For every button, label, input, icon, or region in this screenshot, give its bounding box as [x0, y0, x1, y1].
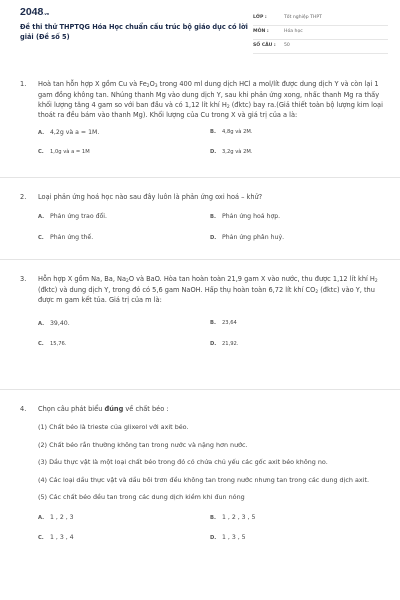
- logo-suffix: .vn: [43, 11, 50, 16]
- option-d[interactable]: D. Phản ứng phân huỷ.: [210, 233, 285, 241]
- statement-1: (1) Chất béo là trieste của glixerol với axit béo.: [38, 422, 189, 431]
- statement-4: (4) Các loại dầu thực vật và dầu bôi trơn đều không tan trong nước nhưng tan trong các dung dịch axit.: [38, 475, 369, 484]
- question-text: Loại phản ứng hoá học nào sau đây luôn là phản ứng oxi hoá – khử?: [38, 193, 263, 201]
- option-b[interactable]: B. 23,64: [210, 320, 237, 327]
- logo-text: 2048: [20, 6, 44, 18]
- meta-class-value: Tốt nghiệp THPT: [284, 15, 322, 21]
- question-number: 3.: [20, 275, 27, 283]
- option-c[interactable]: C. 1,0g và a = 1M: [38, 148, 90, 155]
- question-text: Hoà tan hỗn hợp X gồm Cu và $Fe_2O_3$ trong 400 ml dung dịch HCl a mol/lít được dung dịch Y và còn lại 1 gam đồng không tan. Nhúng thanh Mg vào dung dịch Y, sau khi phản ứng xong, nhấc thanh Mg ra thấy khối lượng tăng 4 gam so với ban đầu và có 1,12 lít khí $H_2$ (đktc) bay ra.(Giả thiết toàn bộ lượng kim loại thoát ra đều bám vào thanh Mg). Khối lượng của Cu trong X và giá trị của a là:: [38, 80, 383, 120]
- meta-class-label: LỚP :: [253, 15, 267, 21]
- question-text: Chọn câu phát biểu đúng về chất béo :: [38, 405, 169, 413]
- option-d[interactable]: D. 3,2g và 2M.: [210, 148, 253, 155]
- option-d[interactable]: D. 21,92.: [210, 341, 239, 348]
- options: [38, 129, 386, 157]
- option-d[interactable]: D. 1 , 3 , 5: [210, 533, 246, 541]
- exam-meta: [253, 12, 388, 54]
- question-number: 1.: [20, 80, 27, 88]
- question-number: 2.: [20, 193, 27, 201]
- page-header: [0, 0, 400, 54]
- options: [38, 320, 386, 349]
- option-c[interactable]: C. Phản ứng thế.: [38, 233, 94, 241]
- option-b[interactable]: B. Phản ứng hoá hợp.: [210, 212, 281, 220]
- statement-3: (3) Dầu thực vật là một loại chất béo trong đó có chứa chủ yếu các gốc axit béo không no.: [38, 458, 328, 467]
- meta-count-label: SỐ CÂU :: [253, 43, 276, 49]
- question-4: [0, 390, 400, 600]
- option-c[interactable]: C. 15,76.: [38, 341, 67, 348]
- exam-title: Đề thi thử THPTQG Hóa Học chuẩn cấu trúc bộ giáo dục có lời giải (Đề số 5): [20, 23, 248, 42]
- question-1: [0, 54, 400, 178]
- option-c[interactable]: C. 1 , 3 , 4: [38, 533, 74, 541]
- meta-class-row: [253, 12, 388, 26]
- option-a[interactable]: A. 4,2g và a = 1M.: [38, 129, 100, 136]
- meta-subject-value: Hóa học: [284, 29, 303, 35]
- meta-count-row: [253, 40, 388, 54]
- question-2: [0, 178, 400, 260]
- options: [38, 213, 386, 243]
- meta-subject-row: [253, 26, 388, 40]
- options: [38, 514, 386, 543]
- question-3: [0, 260, 400, 390]
- statement-5: (5) Các chất béo đều tan trong các dung dịch kiềm khi đun nóng: [38, 493, 245, 502]
- meta-subject-label: MÔN :: [253, 29, 269, 35]
- option-b[interactable]: B. 4,8g và 2M.: [210, 129, 253, 135]
- statement-2: (2) Chất béo rắn thường không tan trong nước và nặng hơn nước.: [38, 440, 248, 449]
- option-b[interactable]: B. 1 , 2 , 3 , 5: [210, 513, 256, 521]
- question-text: Hỗn hợp X gồm Na, Ba, $Na_2O$ và BaO. Hòa tan hoàn toàn 21,9 gam X vào nước, thu được 1,12 lít khí $H_2$ (đktc) và dung dịch Y, trong đó có 5,6 gam NaOH. Hấp thụ hoàn toàn 6,72 lít khí $CO_2$ (đktc) vào Y, thu được m gam kết tủa. Giá trị của m là:: [38, 275, 378, 305]
- option-a[interactable]: A. 1 , 2 , 3: [38, 513, 74, 521]
- option-a[interactable]: A. 39,40.: [38, 320, 70, 328]
- meta-count-value: 50: [284, 43, 290, 49]
- option-a[interactable]: A. Phản ứng trao đổi.: [38, 212, 107, 220]
- question-number: 4.: [20, 405, 27, 413]
